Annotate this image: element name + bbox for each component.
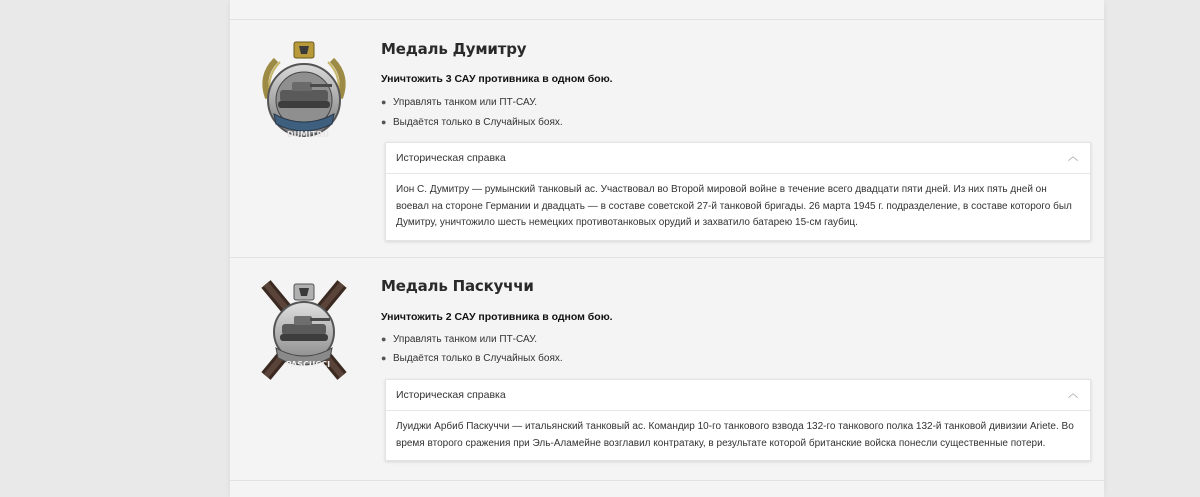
bullet-icon: ● [381,117,387,127]
bullet-icon: ● [381,334,387,344]
bullet-icon: ● [381,353,387,363]
divider [230,19,1104,20]
bullet-icon: ● [381,97,387,107]
historical-info-toggle[interactable] [386,143,1090,174]
divider [230,257,1104,258]
medal-condition: Уничтожить 3 САУ противника в одном бою. [381,73,613,85]
medal-condition: Уничтожить 2 САУ противника в одном бою. [381,311,613,323]
requirement-item [381,97,537,108]
historical-info-toggle[interactable] [386,380,1090,411]
historical-info-body: Ион С. Думитру — румынский танковый ас. Участвовал во Второй мировой войне в течение всего двадцати пяти дней. Из них пять дней он воевал на стороне Германии и двадцать — в составе советской 27-й танковой бригады. 26 марта 1945 г. подразделение, в составе которого был Думитру, уничтожило шесть немецких противотанковых орудий и захватило батарею 15-см гаубиц. [396,184,1072,228]
chevron-up-icon[interactable]: ︿ [1068,389,1078,400]
medals-page [230,0,1104,497]
historical-info-body: Луиджи Арбиб Паскуччи — итальянский танковый ас. Командир 10-го танкового взвода 132-го танкового полка 132-й танковой дивизии Ariete. Во время второго сражения при Эль-Аламейне возглавил контратаку, в результате которой британские войска понесли существенные потери. [396,421,1074,449]
requirement-item [381,117,563,128]
requirement-text: Выдаётся только в Случайных боях. [393,353,563,364]
historical-info-panel [385,142,1091,241]
historical-info-header: Историческая справка [396,389,506,401]
divider [230,480,1104,481]
requirement-item [381,334,537,345]
historical-info-header: Историческая справка [396,152,506,164]
requirement-text: Управлять танком или ПТ-САУ. [393,334,538,345]
medal-dumitru-ribbon-text [278,128,338,140]
requirement-item [381,353,563,364]
badge-text: DUMITRU [286,130,330,139]
medal-pascucci-ribbon-text [278,358,338,370]
medal-title: Медаль Паскуччи [381,277,534,295]
requirement-text: Выдаётся только в Случайных боях. [393,117,563,128]
medal-title: Медаль Думитру [381,40,527,58]
requirement-text: Управлять танком или ПТ-САУ. [393,97,538,108]
badge-text: PASCUCCI [285,360,331,369]
chevron-up-icon[interactable]: ︿ [1068,152,1078,163]
historical-info-panel [385,379,1091,461]
